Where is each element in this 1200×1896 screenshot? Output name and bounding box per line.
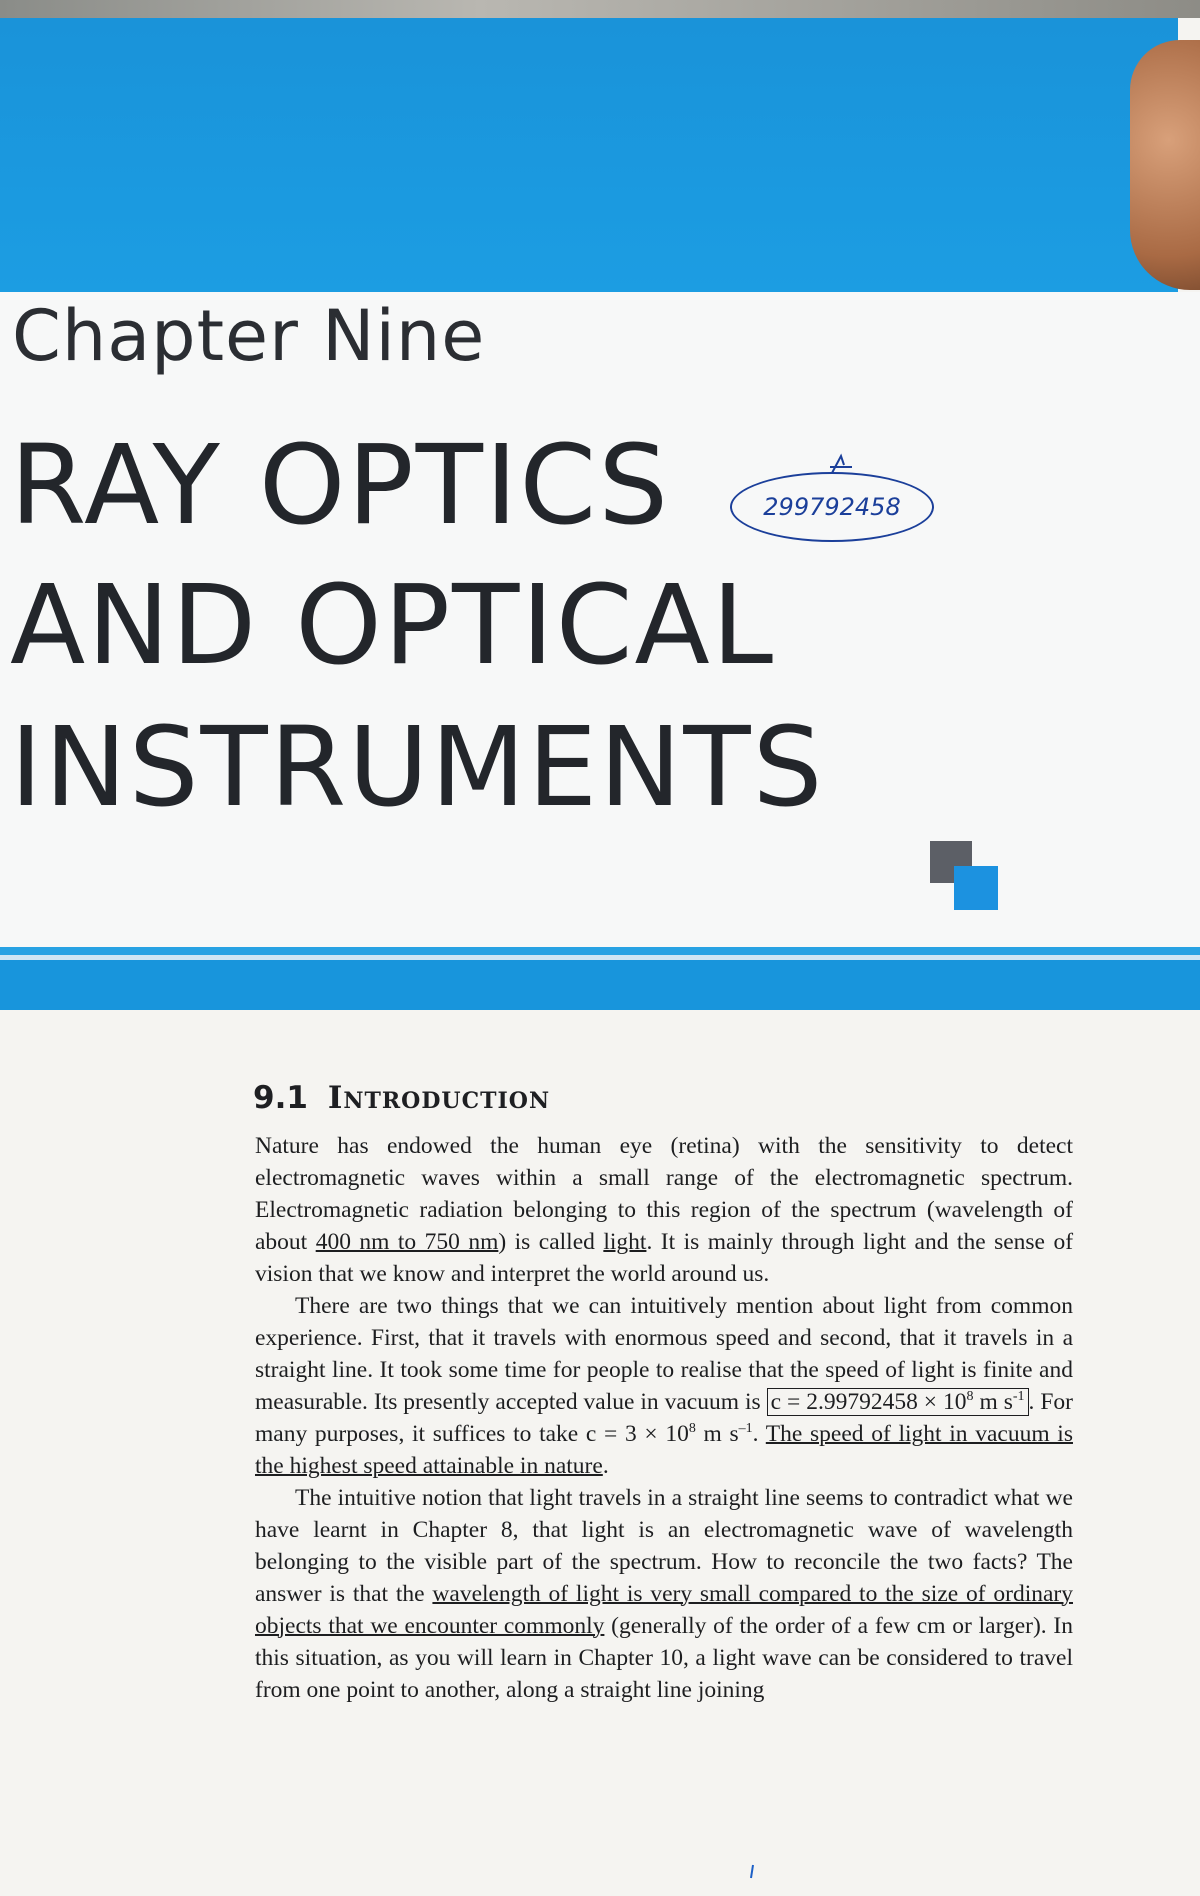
paragraph-1	[255, 1130, 1073, 1290]
header-blue-band	[0, 0, 1178, 292]
p2-text-c: .	[752, 1421, 766, 1447]
chapter-label: Chapter Nine	[12, 295, 486, 377]
p3-text-b: (generally of the order of a few cm or larger). In this situation, as you will learn in Chapter 10, a light wave can be considered to travel from one point to another, along a straight line joining	[255, 1613, 1074, 1703]
paragraph-2	[255, 1290, 1073, 1482]
p2-text-b: . For many purposes, it suffices to take c = 3 × 10	[255, 1389, 1074, 1447]
pen-mark	[748, 1864, 758, 1880]
paragraph-3	[255, 1482, 1073, 1706]
decor-square-blue	[954, 866, 998, 910]
c-exponent: 8	[966, 1389, 974, 1405]
body-text	[255, 1130, 1073, 1706]
p1-text-a: Nature has endowed the human eye (retina) with the sensitivity to detect electromagnetic waves within a small range of the electromagnetic spectrum. Electromagnetic radiation belonging to this region of the spectrum (wavelength of about	[255, 1133, 1073, 1255]
speed-highlight: The speed of light in vacuum is the highest speed attainable in nature	[255, 1421, 1073, 1479]
p3-text-a: The intuitive notion that light travels in a straight line seems to contradict what we have learnt in Chapter 8, that light is an electromagnetic wave of wavelength belonging to the visible part of the spectrum. How to reconcile the two facts? The answer is that the	[255, 1485, 1073, 1607]
p2-text-a: There are two things that we can intuitively mention about light from common experience. First, that it travels with enormous speed and second, that it travels in a straight line. It took some time for people to realise that the speed of light is finite and measurable. Its presently accepted value in vacuum is	[255, 1293, 1073, 1415]
c-value: c = 2.99792458 × 10	[770, 1389, 967, 1415]
photo-edge	[0, 0, 1200, 18]
section-number: 9.1	[253, 1080, 308, 1116]
wavelength-highlight: wavelength of light is very small compared to the size of ordinary objects that we encounter commonly	[255, 1581, 1073, 1639]
finger-holding-page	[1130, 40, 1200, 290]
c-unit-exponent: -1	[1012, 1389, 1025, 1405]
c-unit: m s	[973, 1389, 1013, 1415]
speed-of-light-value	[767, 1388, 1029, 1416]
p1-text-c: . It is mainly through light and the sense of vision that we know and interpret the world around us.	[255, 1229, 1074, 1287]
approx-unit: m s	[695, 1421, 739, 1447]
chapter-title-line-1: RAY OPTICS	[10, 421, 671, 549]
header-stripe-thick	[0, 960, 1200, 1010]
wavelength-range: 400 nm to 750 nm	[315, 1229, 499, 1255]
p1-text-b: ) is called	[498, 1229, 595, 1255]
approx-exponent: 8	[688, 1421, 696, 1437]
handwritten-note: 299792458	[730, 472, 934, 542]
header-stripe-thin	[0, 947, 1200, 955]
chapter-title-line-3: INSTRUMENTS	[10, 703, 825, 831]
approx-unit-exponent: –1	[738, 1421, 753, 1437]
chapter-title-line-2: AND OPTICAL	[10, 561, 776, 689]
section-heading	[253, 1080, 550, 1116]
term-light: light	[603, 1229, 647, 1255]
p2-text-d: .	[602, 1453, 609, 1479]
section-title: Introduction	[327, 1080, 551, 1116]
